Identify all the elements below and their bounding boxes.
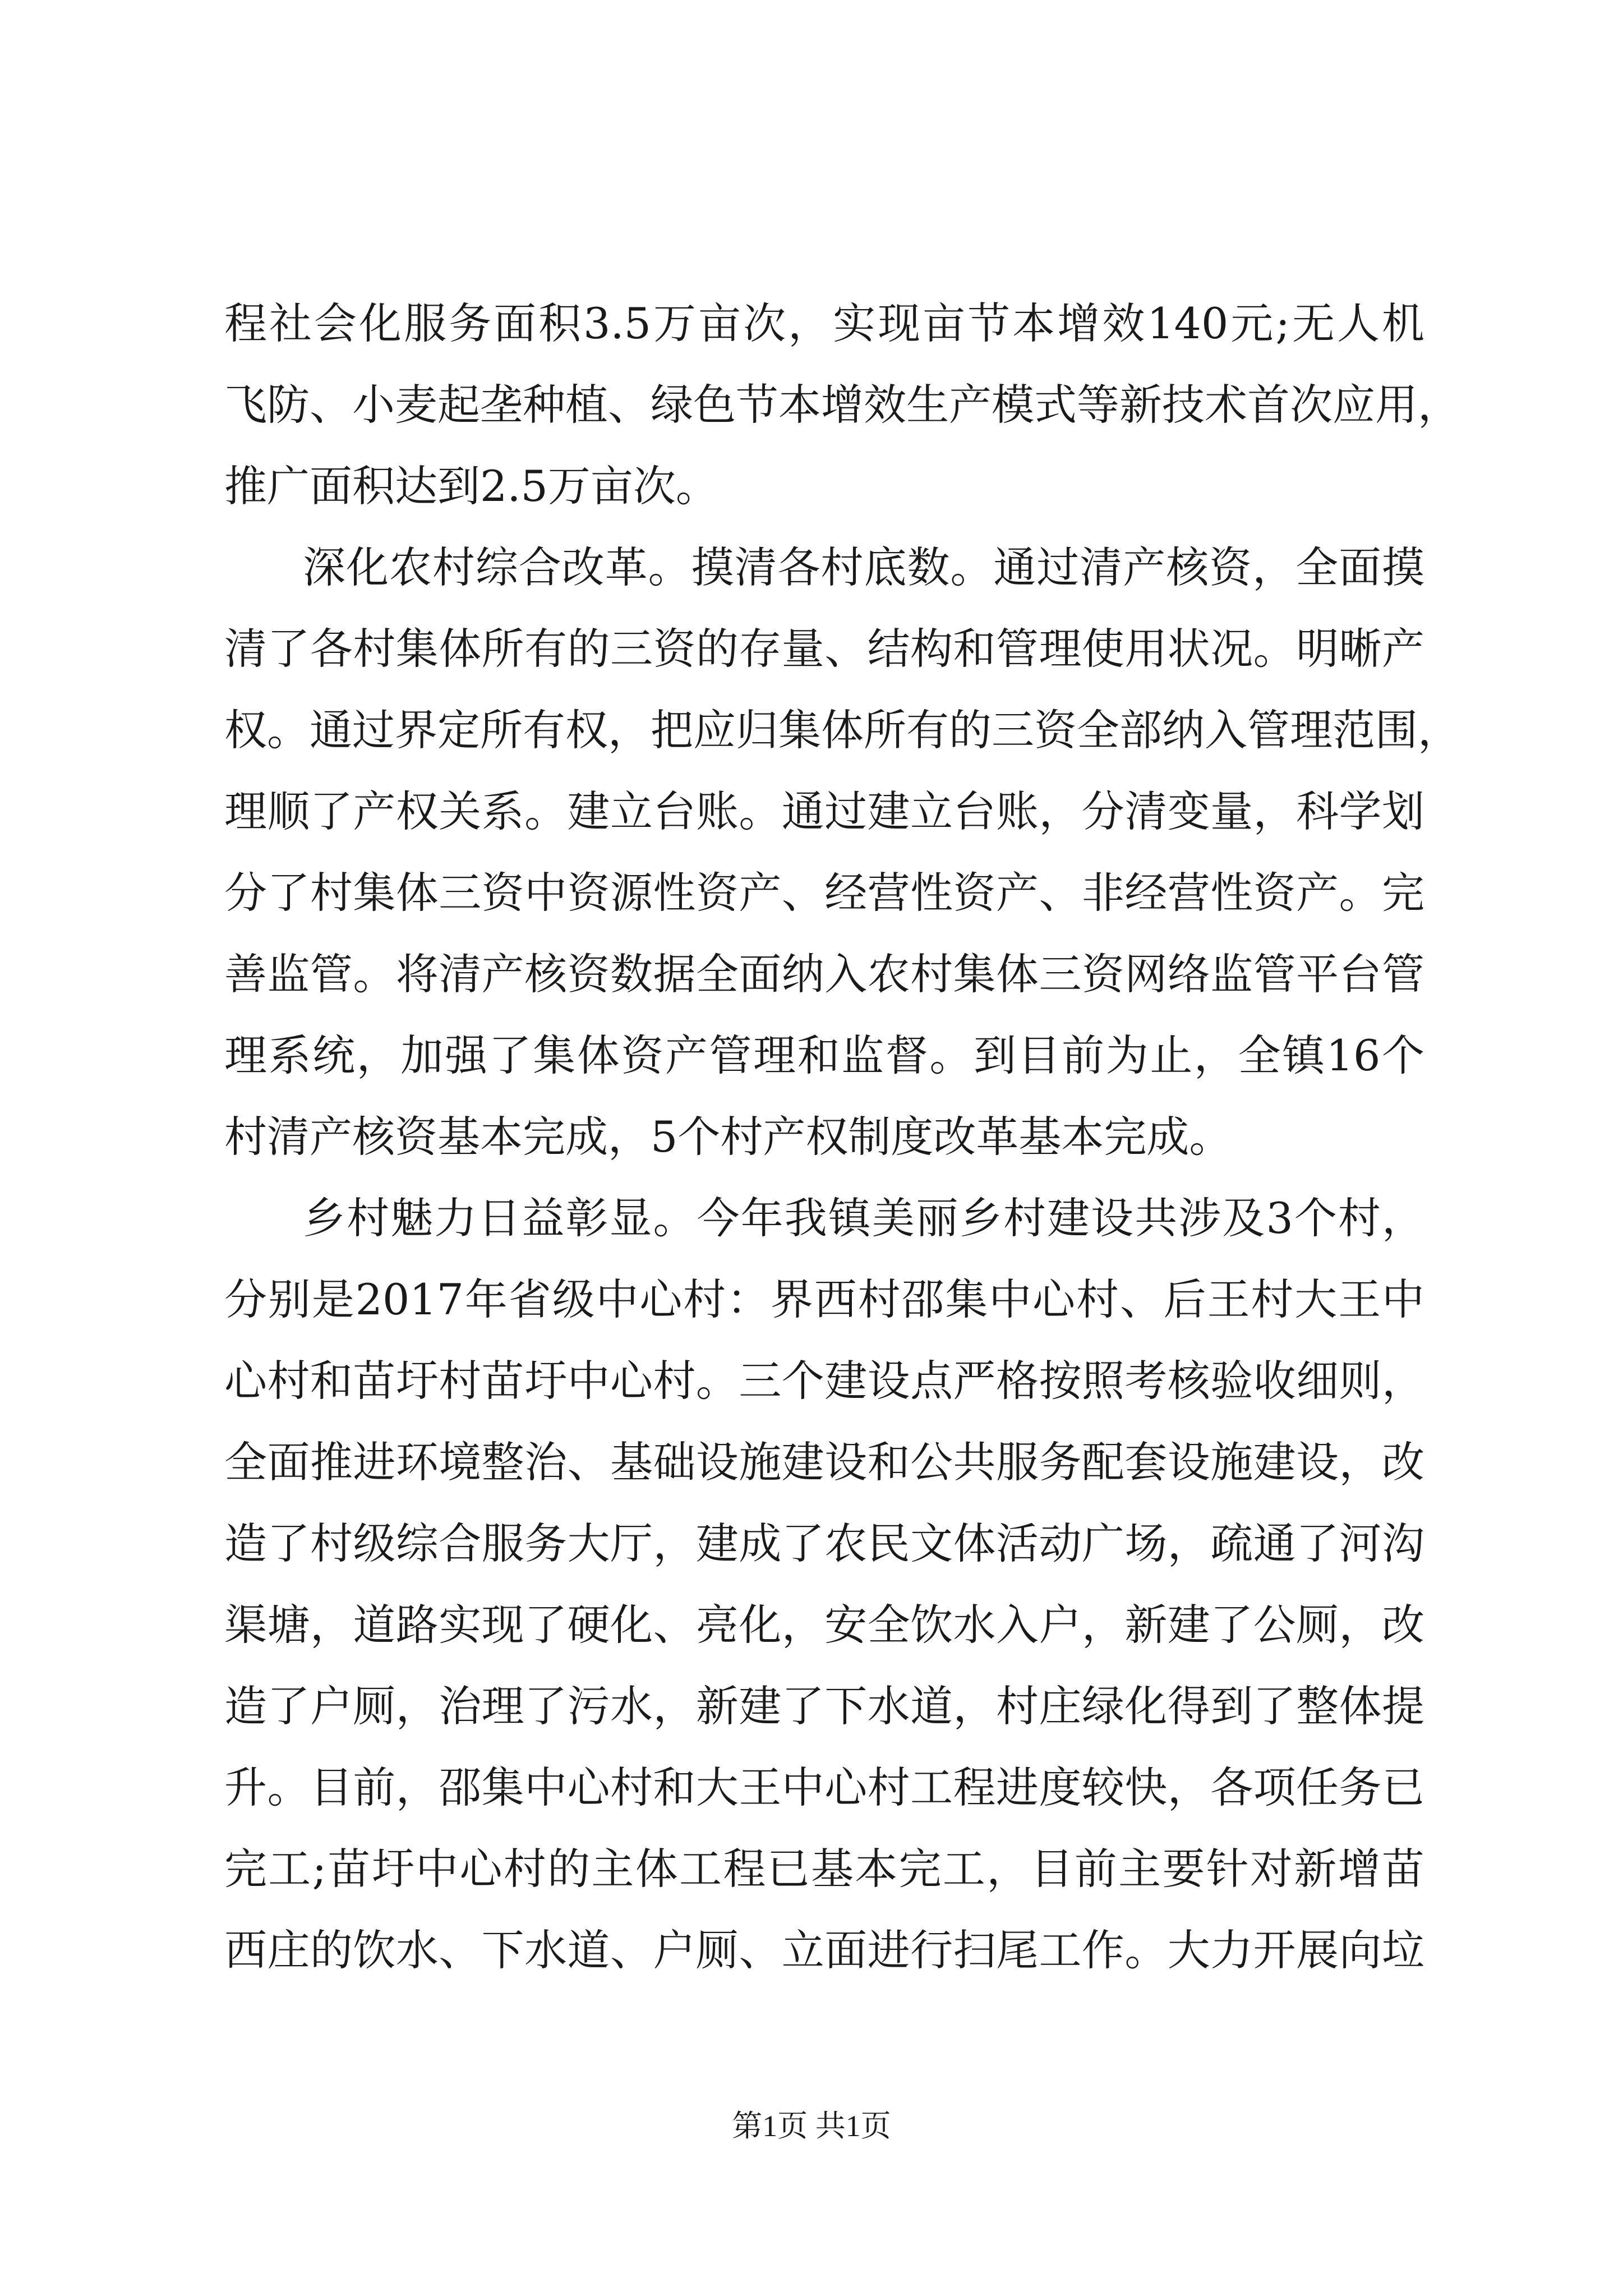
text-line: 程社会化服务面积3.5万亩次，实现亩节本增效140元;无人机 xyxy=(224,298,1424,348)
text-line: 全面推进环境整治、基础设施建设和公共服务配套设施建设，改 xyxy=(224,1437,1424,1487)
text-line: 理顺了产权关系。建立台账。通过建立台账，分清变量，科学划 xyxy=(224,786,1424,836)
text-line: 清了各村集体所有的三资的存量、结构和管理使用状况。明晰产 xyxy=(224,624,1424,674)
text-line: 飞防、小麦起垄种植、绿色节本增效生产模式等新技术首次应用， xyxy=(224,380,1460,430)
text-line: 推广面积达到2.5万亩次。 xyxy=(224,461,718,511)
text-line: 善监管。将清产核资数据全面纳入农村集体三资网络监管平台管 xyxy=(224,949,1424,999)
text-line: 升。目前，邵集中心村和大王中心村工程进度较快，各项任务已 xyxy=(224,1763,1424,1812)
text-line: 理系统，加强了集体资产管理和监督。到目前为止，全镇16个 xyxy=(224,1030,1424,1080)
text-line: 完工;苗圩中心村的主体工程已基本完工，目前主要针对新增苗 xyxy=(224,1844,1424,1894)
text-line: 分别是2017年省级中心村：界西村邵集中心村、后王村大王中 xyxy=(224,1274,1424,1324)
paragraph-start-line: 深化农村综合改革。摸清各村底数。通过清产核资，全面摸 xyxy=(303,542,1424,592)
page-number-footer: 第1页 共1页 xyxy=(732,2109,891,2143)
text-line: 心村和苗圩村苗圩中心村。三个建设点严格按照考核验收细则， xyxy=(224,1356,1424,1406)
text-line: 西庄的饮水、下水道、户厕、立面进行扫尾工作。大力开展向垃 xyxy=(224,1925,1424,1975)
text-line: 分了村集体三资中资源性资产、经营性资产、非经营性资产。完 xyxy=(224,868,1424,918)
text-line: 权。通过界定所有权，把应归集体所有的三资全部纳入管理范围， xyxy=(224,705,1460,755)
paragraph-start-line: 乡村魅力日益彰显。今年我镇美丽乡村建设共涉及3个村， xyxy=(303,1193,1424,1243)
text-line: 造了村级综合服务大厅，建成了农民文体活动广场，疏通了河沟 xyxy=(224,1519,1424,1568)
text-line: 渠塘，道路实现了硬化、亮化，安全饮水入户，新建了公厕，改 xyxy=(224,1600,1424,1650)
text-line: 村清产核资基本完成，5个村产权制度改革基本完成。 xyxy=(224,1112,1232,1162)
text-line: 造了户厕，治理了污水，新建了下水道，村庄绿化得到了整体提 xyxy=(224,1681,1424,1731)
